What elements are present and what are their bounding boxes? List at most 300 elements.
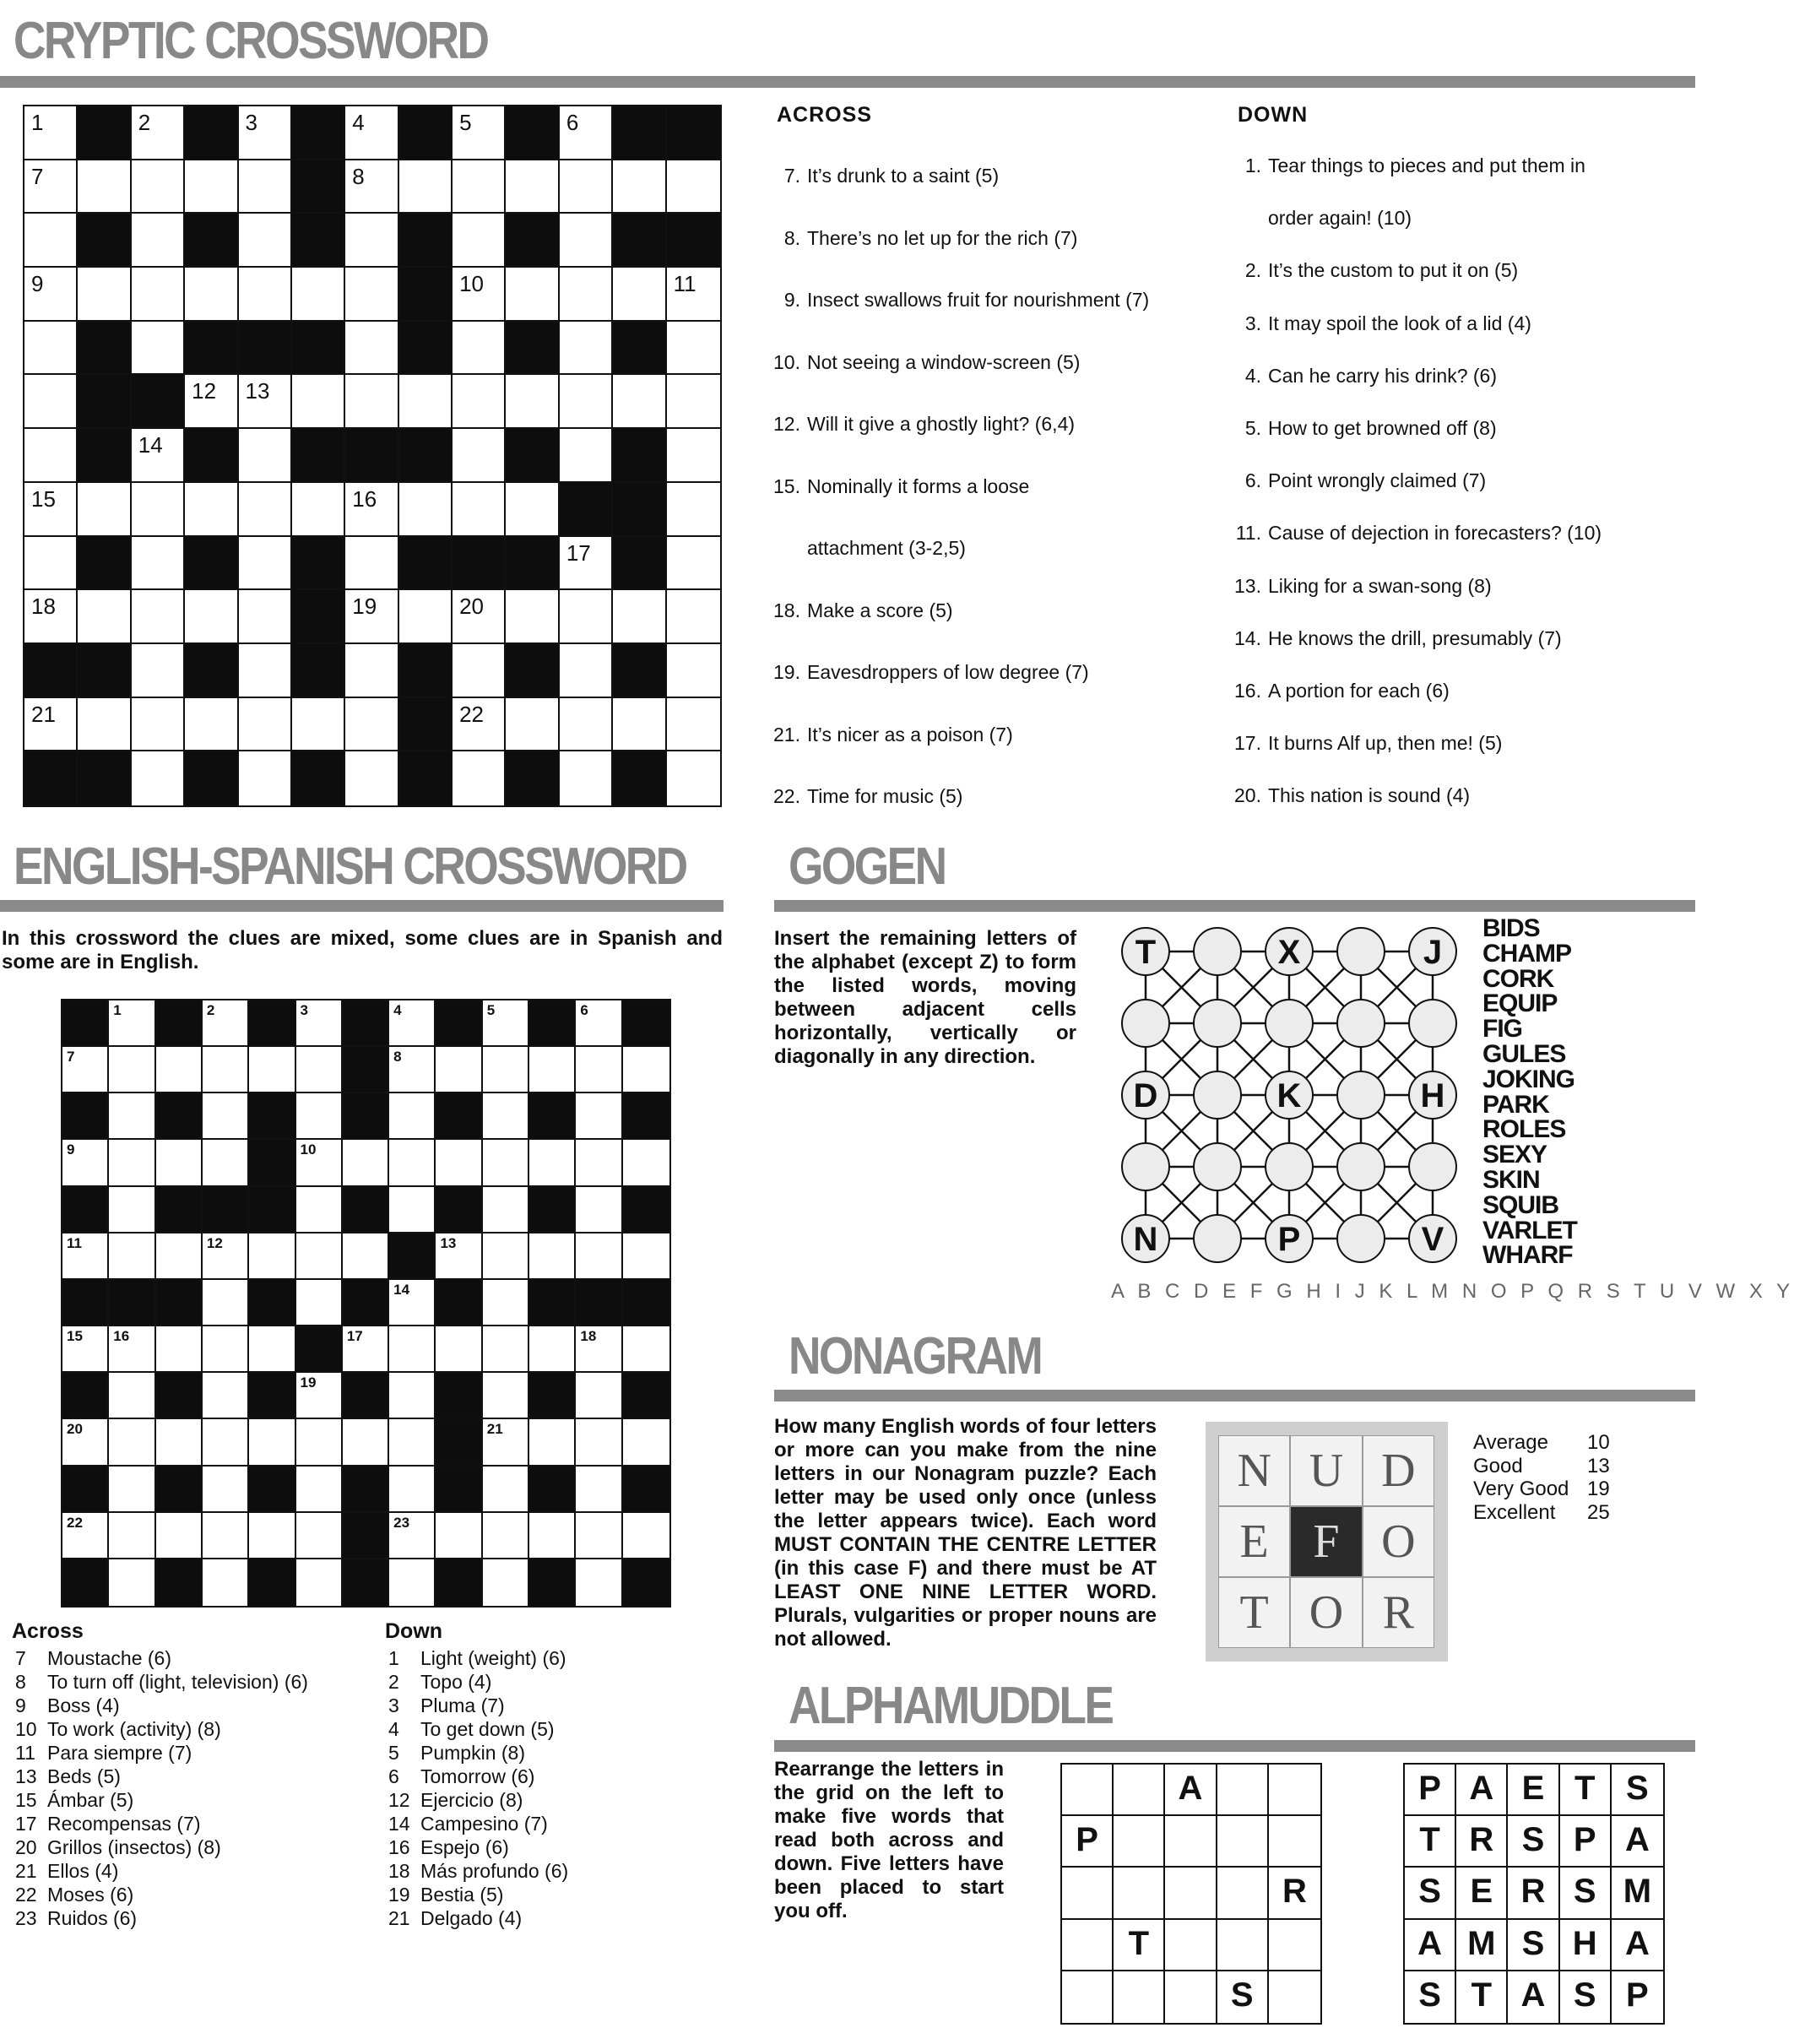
grid-cell[interactable] [667,698,720,752]
grid-cell[interactable] [389,1140,436,1186]
grid-cell[interactable] [623,1419,669,1466]
grid-cell[interactable] [62,1513,109,1559]
letter-cell[interactable] [1165,1868,1217,1919]
letter-cell[interactable]: S [1508,1816,1559,1868]
grid-cell[interactable] [132,590,185,644]
grid-cell[interactable] [132,698,185,752]
grid-cell[interactable] [389,1467,436,1513]
grid-cell[interactable] [667,322,720,376]
grid-cell[interactable] [62,1047,109,1093]
gogen-cell[interactable] [1265,1214,1314,1263]
grid-cell[interactable] [436,1513,482,1559]
grid-cell[interactable] [576,1467,622,1513]
grid-cell[interactable] [249,1326,295,1373]
grid-cell[interactable] [436,1326,482,1373]
grid-cell[interactable] [483,1233,529,1280]
grid-cell[interactable] [62,1140,109,1186]
grid-cell[interactable] [576,1093,622,1140]
grid-cell[interactable] [576,1187,622,1233]
grid-cell[interactable] [345,268,398,322]
grid-cell[interactable] [62,1326,109,1373]
grid-cell[interactable] [483,1280,529,1326]
grid-cell[interactable] [296,1047,343,1093]
gogen-cell[interactable] [1193,1214,1242,1263]
letter-cell[interactable]: A [1405,1920,1456,1971]
grid-cell[interactable] [529,1047,576,1093]
letter-cell[interactable]: S [1560,1971,1612,2023]
letter-cell[interactable] [1114,1816,1165,1868]
grid-cell[interactable] [623,1513,669,1559]
grid-cell[interactable] [506,698,559,752]
gogen-cell[interactable] [1408,1214,1457,1263]
grid-cell[interactable] [613,698,666,752]
grid-cell[interactable] [203,1140,249,1186]
grid-cell[interactable] [506,268,559,322]
grid-cell[interactable] [667,483,720,537]
grid-cell[interactable] [483,1373,529,1419]
gogen-cell[interactable] [1336,1071,1385,1120]
grid-cell[interactable] [24,483,78,537]
gogen-cell[interactable] [1265,999,1314,1048]
gogen-cell[interactable] [1193,1142,1242,1191]
letter-cell[interactable]: A [1165,1765,1217,1816]
grid-cell[interactable] [453,160,506,214]
grid-cell[interactable] [436,1047,482,1093]
grid-cell[interactable] [156,1326,203,1373]
letter-cell[interactable]: A [1456,1765,1508,1816]
grid-cell[interactable] [483,1513,529,1559]
grid-cell[interactable] [623,1326,669,1373]
grid-cell[interactable] [239,106,292,160]
grid-cell[interactable] [239,644,292,698]
grid-cell[interactable] [239,160,292,214]
grid-cell[interactable] [203,1326,249,1373]
letter-cell[interactable] [1165,1816,1217,1868]
grid-cell[interactable] [132,644,185,698]
letter-cell[interactable]: M [1456,1920,1508,1971]
grid-cell[interactable] [345,375,398,429]
grid-cell[interactable] [132,537,185,591]
gogen-cell[interactable] [1193,927,1242,976]
letter-cell[interactable] [1217,1765,1269,1816]
grid-cell[interactable] [203,1280,249,1326]
grid-cell[interactable] [345,698,398,752]
grid-cell[interactable] [506,483,559,537]
letter-cell[interactable]: E [1456,1868,1508,1919]
grid-cell[interactable] [24,268,78,322]
grid-cell[interactable] [24,537,78,591]
grid-cell[interactable] [239,375,292,429]
letter-cell[interactable] [1269,1765,1320,1816]
grid-cell[interactable] [132,322,185,376]
grid-cell[interactable] [239,483,292,537]
grid-cell[interactable] [560,375,613,429]
gogen-cell[interactable] [1336,1142,1385,1191]
grid-cell[interactable] [667,160,720,214]
grid-cell[interactable] [109,1093,155,1140]
letter-cell[interactable]: P [1560,1816,1612,1868]
letter-cell[interactable]: R [1269,1868,1320,1919]
grid-cell[interactable] [560,160,613,214]
letter-cell[interactable] [1062,1868,1114,1919]
grid-cell[interactable] [483,1326,529,1373]
grid-cell[interactable] [453,214,506,268]
grid-cell[interactable] [343,1140,389,1186]
grid-cell[interactable] [109,1419,155,1466]
grid-cell[interactable] [109,1187,155,1233]
grid-cell[interactable] [389,1513,436,1559]
letter-cell[interactable]: P [1062,1816,1114,1868]
grid-cell[interactable] [667,375,720,429]
grid-cell[interactable] [667,644,720,698]
grid-cell[interactable] [529,1513,576,1559]
grid-cell[interactable] [560,268,613,322]
grid-cell[interactable] [453,375,506,429]
gogen-cell[interactable] [1265,1071,1314,1120]
grid-cell[interactable] [576,1000,622,1047]
grid-block [399,214,453,268]
grid-cell[interactable] [296,1233,343,1280]
grid-cell[interactable] [343,1419,389,1466]
grid-cell[interactable] [109,1233,155,1280]
grid-cell[interactable] [185,160,238,214]
grid-cell[interactable] [529,1140,576,1186]
grid-cell[interactable] [576,1047,622,1093]
grid-cell[interactable] [483,1000,529,1047]
letter-cell[interactable] [1114,1765,1165,1816]
grid-cell[interactable] [292,698,345,752]
grid-cell[interactable] [345,483,398,537]
grid-cell[interactable] [203,1047,249,1093]
grid-cell[interactable] [345,214,398,268]
grid-cell[interactable] [453,698,506,752]
grid-cell[interactable] [345,160,398,214]
letter-cell[interactable]: T [1456,1971,1508,2023]
gogen-cell[interactable] [1408,999,1457,1048]
letter-cell[interactable]: M [1612,1868,1663,1919]
grid-cell[interactable] [453,590,506,644]
grid-cell[interactable] [24,590,78,644]
grid-cell[interactable] [576,1419,622,1466]
grid-cell[interactable] [560,751,613,805]
grid-cell[interactable] [239,429,292,483]
letter-cell[interactable]: T [1114,1920,1165,1971]
gogen-cell[interactable] [1336,927,1385,976]
grid-cell[interactable] [667,268,720,322]
grid-cell[interactable] [296,1000,343,1047]
letter-cell[interactable] [1269,1816,1320,1868]
grid-cell[interactable] [249,1513,295,1559]
grid-cell[interactable] [529,1326,576,1373]
grid-cell[interactable] [109,1559,155,1606]
grid-cell[interactable] [132,483,185,537]
grid-cell[interactable] [24,322,78,376]
grid-cell[interactable] [560,322,613,376]
grid-cell[interactable] [109,1373,155,1419]
letter-cell[interactable]: E [1508,1765,1559,1816]
letter-cell[interactable]: T [1560,1765,1612,1816]
grid-cell[interactable] [132,268,185,322]
grid-cell[interactable] [296,1093,343,1140]
grid-cell[interactable] [156,1047,203,1093]
grid-cell[interactable] [156,1419,203,1466]
grid-cell[interactable] [667,429,720,483]
grid-cell[interactable] [62,1419,109,1466]
grid-cell[interactable] [156,1233,203,1280]
grid-cell[interactable] [109,1467,155,1513]
grid-cell[interactable] [156,1140,203,1186]
letter-cell[interactable]: A [1508,1971,1559,2023]
grid-cell[interactable] [296,1140,343,1186]
grid-cell[interactable] [389,1280,436,1326]
grid-cell[interactable] [345,590,398,644]
grid-cell[interactable] [560,698,613,752]
grid-cell[interactable] [24,214,78,268]
grid-cell[interactable] [109,1140,155,1186]
letter-cell[interactable] [1114,1868,1165,1919]
grid-cell[interactable] [239,590,292,644]
grid-cell[interactable] [613,268,666,322]
grid-cell[interactable] [623,1140,669,1186]
grid-cell[interactable] [399,483,453,537]
grid-cell[interactable] [389,1419,436,1466]
grid-cell[interactable] [436,1140,482,1186]
grid-cell[interactable] [345,644,398,698]
grid-cell[interactable] [296,1187,343,1233]
grid-cell[interactable] [185,268,238,322]
letter-cell[interactable]: P [1405,1765,1456,1816]
grid-cell[interactable] [239,698,292,752]
grid-cell[interactable] [436,1233,482,1280]
grid-cell[interactable] [24,698,78,752]
grid-cell[interactable] [239,214,292,268]
grid-cell[interactable] [453,429,506,483]
grid-cell[interactable] [389,1000,436,1047]
grid-cell[interactable] [78,268,131,322]
grid-cell[interactable] [345,537,398,591]
grid-cell[interactable] [203,1233,249,1280]
grid-cell[interactable] [560,644,613,698]
grid-cell[interactable] [529,1233,576,1280]
gogen-cell[interactable] [1336,1214,1385,1263]
letter-cell[interactable] [1062,1765,1114,1816]
grid-cell[interactable] [203,1093,249,1140]
grid-cell[interactable] [613,590,666,644]
letter-cell[interactable]: R [1508,1868,1559,1919]
grid-cell[interactable] [24,375,78,429]
grid-cell[interactable] [249,1233,295,1280]
grid-cell[interactable] [483,1140,529,1186]
gogen-cell[interactable] [1121,927,1170,976]
letter-cell[interactable]: S [1405,1971,1456,2023]
grid-cell[interactable] [389,1047,436,1093]
grid-cell[interactable] [239,537,292,591]
grid-cell[interactable] [389,1326,436,1373]
grid-cell[interactable] [483,1467,529,1513]
letter-cell[interactable] [1114,1971,1165,2023]
gogen-cell[interactable] [1408,1142,1457,1191]
grid-cell[interactable] [389,1373,436,1419]
grid-cell[interactable] [185,590,238,644]
letter-cell[interactable]: S [1508,1920,1559,1971]
grid-cell[interactable] [560,590,613,644]
grid-cell[interactable] [24,429,78,483]
grid-cell[interactable] [296,1373,343,1419]
gogen-cell[interactable] [1193,1071,1242,1120]
grid-cell[interactable] [483,1419,529,1466]
grid-cell[interactable] [203,1000,249,1047]
grid-cell[interactable] [453,751,506,805]
letter-cell[interactable] [1269,1920,1320,1971]
grid-cell[interactable] [453,483,506,537]
grid-cell[interactable] [249,1419,295,1466]
grid-cell[interactable] [613,375,666,429]
grid-cell[interactable] [296,1419,343,1466]
gogen-cell[interactable] [1408,1071,1457,1120]
grid-cell[interactable] [343,1233,389,1280]
grid-cell[interactable] [529,1419,576,1466]
grid-cell[interactable] [109,1047,155,1093]
grid-cell[interactable] [576,1233,622,1280]
grid-cell[interactable] [576,1373,622,1419]
gogen-cell[interactable] [1121,1071,1170,1120]
letter-cell[interactable]: H [1560,1920,1612,1971]
grid-cell[interactable] [203,1467,249,1513]
grid-cell[interactable] [132,106,185,160]
grid-cell[interactable] [623,1233,669,1280]
grid-block [292,214,345,268]
grid-cell[interactable] [483,1093,529,1140]
grid-cell[interactable] [506,160,559,214]
gogen-cell[interactable] [1193,999,1242,1048]
grid-cell[interactable] [560,106,613,160]
grid-cell[interactable] [78,698,131,752]
letter-cell[interactable] [1269,1971,1320,2023]
grid-cell[interactable] [185,698,238,752]
grid-cell[interactable] [613,160,666,214]
gogen-cell[interactable] [1408,927,1457,976]
grid-cell[interactable] [667,590,720,644]
grid-cell[interactable] [296,1559,343,1606]
letter-cell[interactable] [1217,1816,1269,1868]
grid-cell[interactable] [292,375,345,429]
gogen-cell[interactable] [1336,999,1385,1048]
grid-cell[interactable] [203,1419,249,1466]
grid-cell[interactable] [109,1326,155,1373]
letter-cell[interactable]: P [1626,1976,1649,2014]
grid-cell[interactable] [667,751,720,805]
grid-cell[interactable] [453,322,506,376]
letter-cell[interactable]: S [1217,1971,1269,2023]
grid-cell[interactable] [109,1513,155,1559]
letter-cell[interactable] [1217,1920,1269,1971]
grid-cell[interactable] [389,1093,436,1140]
gogen-cell[interactable] [1265,1142,1314,1191]
grid-cell[interactable] [203,1559,249,1606]
grid-cell[interactable] [78,590,131,644]
grid-cell[interactable] [483,1187,529,1233]
letter-cell[interactable] [1165,1920,1217,1971]
letter-cell[interactable] [1165,1971,1217,2023]
grid-cell[interactable] [109,1000,155,1047]
grid-cell[interactable] [296,1280,343,1326]
grid-cell[interactable] [345,106,398,160]
grid-cell[interactable] [399,160,453,214]
grid-cell[interactable] [296,1467,343,1513]
grid-cell[interactable] [132,751,185,805]
grid-cell[interactable] [560,429,613,483]
letter-cell[interactable] [1062,1920,1114,1971]
grid-cell[interactable] [623,1047,669,1093]
grid-cell[interactable] [560,214,613,268]
grid-cell[interactable] [345,751,398,805]
grid-cell[interactable] [399,375,453,429]
letter-cell[interactable] [1217,1868,1269,1919]
grid-cell[interactable] [667,537,720,591]
grid-cell[interactable] [203,1373,249,1419]
grid-cell[interactable] [239,751,292,805]
grid-cell[interactable] [292,483,345,537]
grid-cell[interactable] [389,1187,436,1233]
grid-cell[interactable] [576,1513,622,1559]
grid-cell[interactable] [483,1559,529,1606]
gogen-cell[interactable] [1121,999,1170,1048]
letter-cell[interactable] [1062,1971,1114,2023]
grid-cell[interactable] [249,1047,295,1093]
grid-cell[interactable] [132,160,185,214]
grid-cell[interactable] [576,1559,622,1606]
grid-cell[interactable] [132,214,185,268]
gogen-cell[interactable] [1265,927,1314,976]
grid-cell[interactable] [156,1513,203,1559]
grid-cell[interactable] [132,429,185,483]
grid-cell[interactable] [506,590,559,644]
grid-cell[interactable] [576,1326,622,1373]
grid-cell[interactable] [78,160,131,214]
grid-cell[interactable] [62,1233,109,1280]
grid-cell[interactable] [399,590,453,644]
grid-cell[interactable] [292,268,345,322]
letter-cell[interactable]: T [1405,1816,1456,1868]
grid-cell[interactable] [453,644,506,698]
grid-cell[interactable] [203,1513,249,1559]
letter-cell[interactable]: S [1405,1868,1456,1919]
grid-cell[interactable] [78,483,131,537]
grid-cell[interactable] [296,1513,343,1559]
grid-cell[interactable] [453,106,506,160]
letter-cell[interactable]: S [1612,1765,1663,1816]
gogen-cell[interactable] [1121,1142,1170,1191]
grid-cell[interactable] [24,160,78,214]
grid-cell[interactable] [239,268,292,322]
letter-cell[interactable]: A [1612,1816,1663,1868]
grid-cell[interactable] [506,375,559,429]
letter-cell[interactable]: A [1612,1920,1663,1971]
letter-cell[interactable]: S [1560,1868,1612,1919]
grid-cell[interactable] [345,322,398,376]
grid-cell[interactable] [453,268,506,322]
grid-cell[interactable] [483,1047,529,1093]
grid-cell[interactable] [343,1326,389,1373]
grid-cell[interactable] [24,106,78,160]
grid-cell[interactable] [576,1140,622,1186]
grid-cell[interactable] [389,1559,436,1606]
letter-cell[interactable]: R [1456,1816,1508,1868]
grid-cell[interactable] [560,537,613,591]
grid-cell[interactable] [185,483,238,537]
grid-cell[interactable] [185,375,238,429]
gogen-cell[interactable] [1121,1214,1170,1263]
